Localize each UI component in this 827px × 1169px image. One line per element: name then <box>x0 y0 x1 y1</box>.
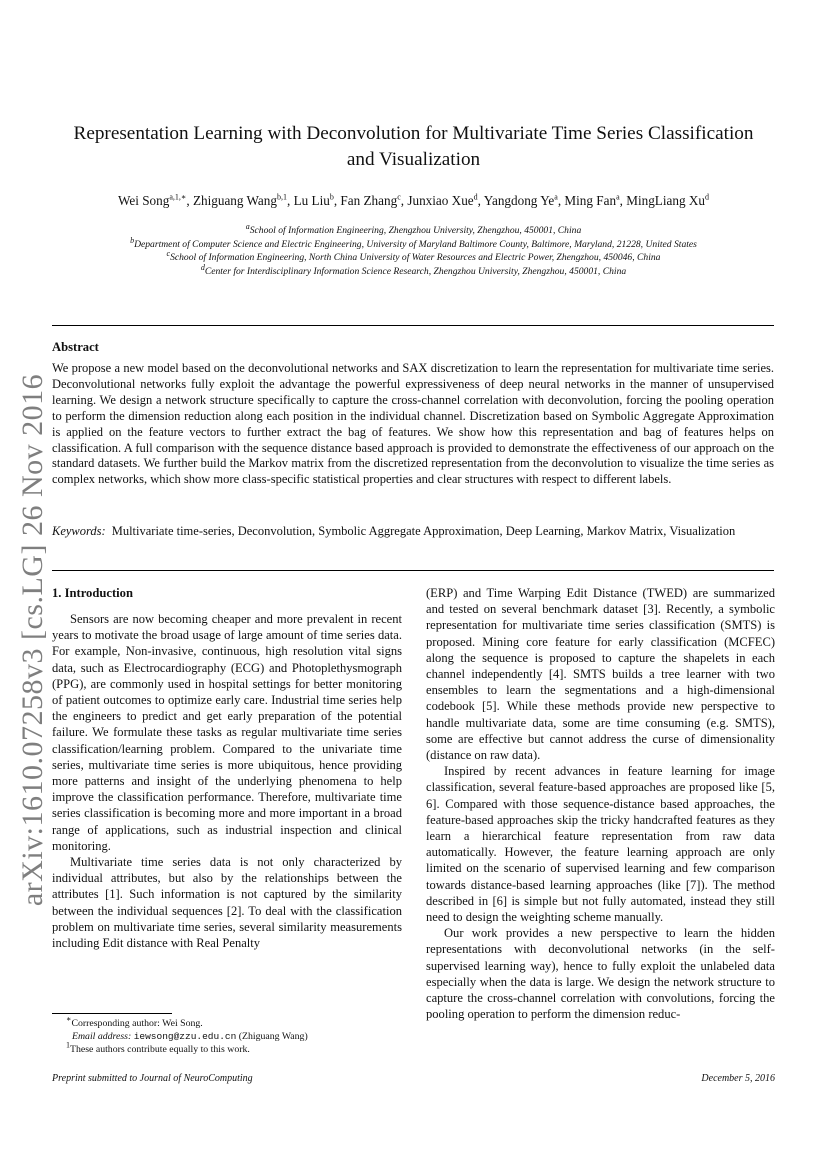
paragraph: Multivariate time series data is not only characterized by individual attributes, but also by the relationships between the attributes [1]. Such information is not captured by the similarity between the individual sequences [2]. To deal with the classification problem on multivariate time series, several similarity measurements including Edit distance with Real Penalty <box>52 855 402 951</box>
keywords <box>52 524 774 540</box>
right-column <box>426 585 775 1022</box>
author-list: Wei Song$^{a,1,∗}$, Zhiguang Wang$^{b,1}$, Lu Liu$^b$, Fan Zhang$^c$, Junxiao Xue$^d$, Yangdong Ye$^a$, Ming Fan$^a$, MingLiang Xu$^d$ <box>118 192 709 208</box>
footnote-corresponding: ∗Corresponding author: Wei Song. <box>66 1014 203 1029</box>
footer-date: December 5, 2016 <box>701 1073 775 1084</box>
page-footer <box>52 1073 775 1084</box>
author: Ming Fan$^a$ <box>564 192 620 208</box>
title-line-2: and Visualization <box>346 149 481 170</box>
paragraph: (ERP) and Time Warping Edit Distance (TWED) are summarized and tested on several benchmark dataset [3]. Recently, a symbolic representation for multivariate time series classification (SMTS) is proposed. Mining core feature for early classification (MCFEC) along the sequence is proposed to capture the shapelets in each channel independently [4]. SMTS builds a tree learner with two ensembles to learn the segmentations and a high-dimensional codebook [5]. While these methods provide new perspective to handle multivariate data, some are time consuming (e.g. SMTS), some are effective but cannot address the curse of dimensionality (distance on raw data). <box>426 586 775 763</box>
email-link[interactable]: iewsong@zzu.edu.cn <box>133 1031 237 1042</box>
affiliation: $^b$Department of Computer Science and Electric Engineering, University of Maryland Baltimore County, Baltimore, Maryland, 21228, United States <box>130 235 697 250</box>
footnote-email: Email address: iewsong@zzu.edu.cn (Zhiguang Wang) <box>72 1031 308 1042</box>
author: Junxiao Xue$^d$ <box>407 192 478 208</box>
affiliation: $^c$School of Information Engineering, North China University of Water Resources and Electric Power, Zhengzhou, 450046, China <box>166 249 661 264</box>
author: Zhiguang Wang$^{b,1}$ <box>192 192 287 208</box>
author: Lu Liu$^b$ <box>293 192 334 208</box>
arxiv-id: arXiv:1610.07258v3 [cs.LG] 26 Nov 2016 <box>16 373 49 907</box>
author: MingLiang Xu$^d$ <box>626 192 709 208</box>
abstract-bottom-rule <box>52 570 774 571</box>
footnote-equal-contribution: $^1$These authors contribute equally to this work. <box>66 1040 250 1055</box>
paragraph: Inspired by recent advances in feature learning for image classification, several feature-based approaches are proposed like [5, 6]. Compared with those sequence-distance based approaches, the feature-based approaches skip the tricky handcrafted features as they learn a hierarchical feature representation from raw data automatically. However, the feature learning approach are only limited on the scenario of supervised learning and few comparison towards distance-based learning approaches (like [7]). The method described in [6] is simple but not fully automated, instead they still need to design the weighting scheme manually. <box>426 764 775 925</box>
keywords-label: Keywords: <box>52 524 106 538</box>
section-heading: 1. Introduction <box>52 586 133 600</box>
affiliation: $^d$Center for Interdisciplinary Information Science Research, Zhengzhou University, Zhengzhou, 450001, China <box>200 262 627 277</box>
paragraph: Our work provides a new perspective to learn the hidden representations with deconvolutional networks (in the self-supervised learning way), hence to fully exploit the unlabeled data especially when the data is large. We design the network structure to capture the cross-channel correlation with convolutions, forcing the pooling operation to perform the dimension reduc- <box>426 926 775 1022</box>
title-line-1: Representation Learning with Deconvolution for Multivariate Time Series Classification <box>73 123 754 144</box>
affiliations <box>54 221 773 278</box>
paragraph: Sensors are now becoming cheaper and more prevalent in recent years to motivate the broad usage of large amount of time series data. For example, Non-invasive, continuous, high resolution vital signs data, such as Electrocardiography (ECG) and Photoplethysmograph (PPG), are commonly used in hospital settings for better monitoring of patient outcomes to optimize early care. Industrial time series help the engineers to predict and get early preparation of the potential failure. We formulate these tasks as regular multivariate time series classification/learning problem. Compared to the univariate time series, multivariate time series is more ubiquitous, hence providing more patterns and insight of the underlying phenomena to help improve the classification performance. Therefore, multivariate time series classification is becoming more and more important in a broad range of applications, such as industrial inspection and clinical monitoring. <box>52 612 402 853</box>
keywords-text: Multivariate time-series, Deconvolution, Symbolic Aggregate Approximation, Deep Learning, Markov Matrix, Visualization <box>111 524 736 538</box>
abstract-body: We propose a new model based on the deconvolutional networks and SAX discretization to learn the representation for multivariate time series. Deconvolutional networks fully exploit the advantage the powerful expressiveness of deep neural networks in the manner of unsupervised learning. We design a network structure specifically to capture the cross-channel correlation with deconvolution, forcing the pooling operation to perform the dimension reduction along each position in the individual channel. Discretization based on Symbolic Aggregate Approximation is applied on the feature vectors to further extract the bag of features. We show how this representation and bag of features helps on classification. A full comparison with the sequence distance based approach is provided to demonstrate the effectiveness of our approach on the standard datasets. We further build the Markov matrix from the discretized representation from the deconvolution to visualize the time series as complex networks, which show more class-specific statistical properties and clear structures with respect to different labels. <box>52 361 774 487</box>
author: Fan Zhang$^c$ <box>340 192 401 208</box>
abstract-top-rule <box>52 325 774 326</box>
paper-title <box>54 121 773 173</box>
abstract-heading: Abstract <box>52 340 99 354</box>
author: Yangdong Ye$^a$ <box>483 192 558 208</box>
affiliation: $^a$School of Information Engineering, Zhengzhou University, Zhengzhou, 450001, China <box>245 221 582 236</box>
author: Wei Song$^{a,1,∗}$ <box>118 192 187 208</box>
footer-journal: Preprint submitted to Journal of NeuroComputing <box>52 1073 253 1084</box>
left-column <box>52 585 402 951</box>
